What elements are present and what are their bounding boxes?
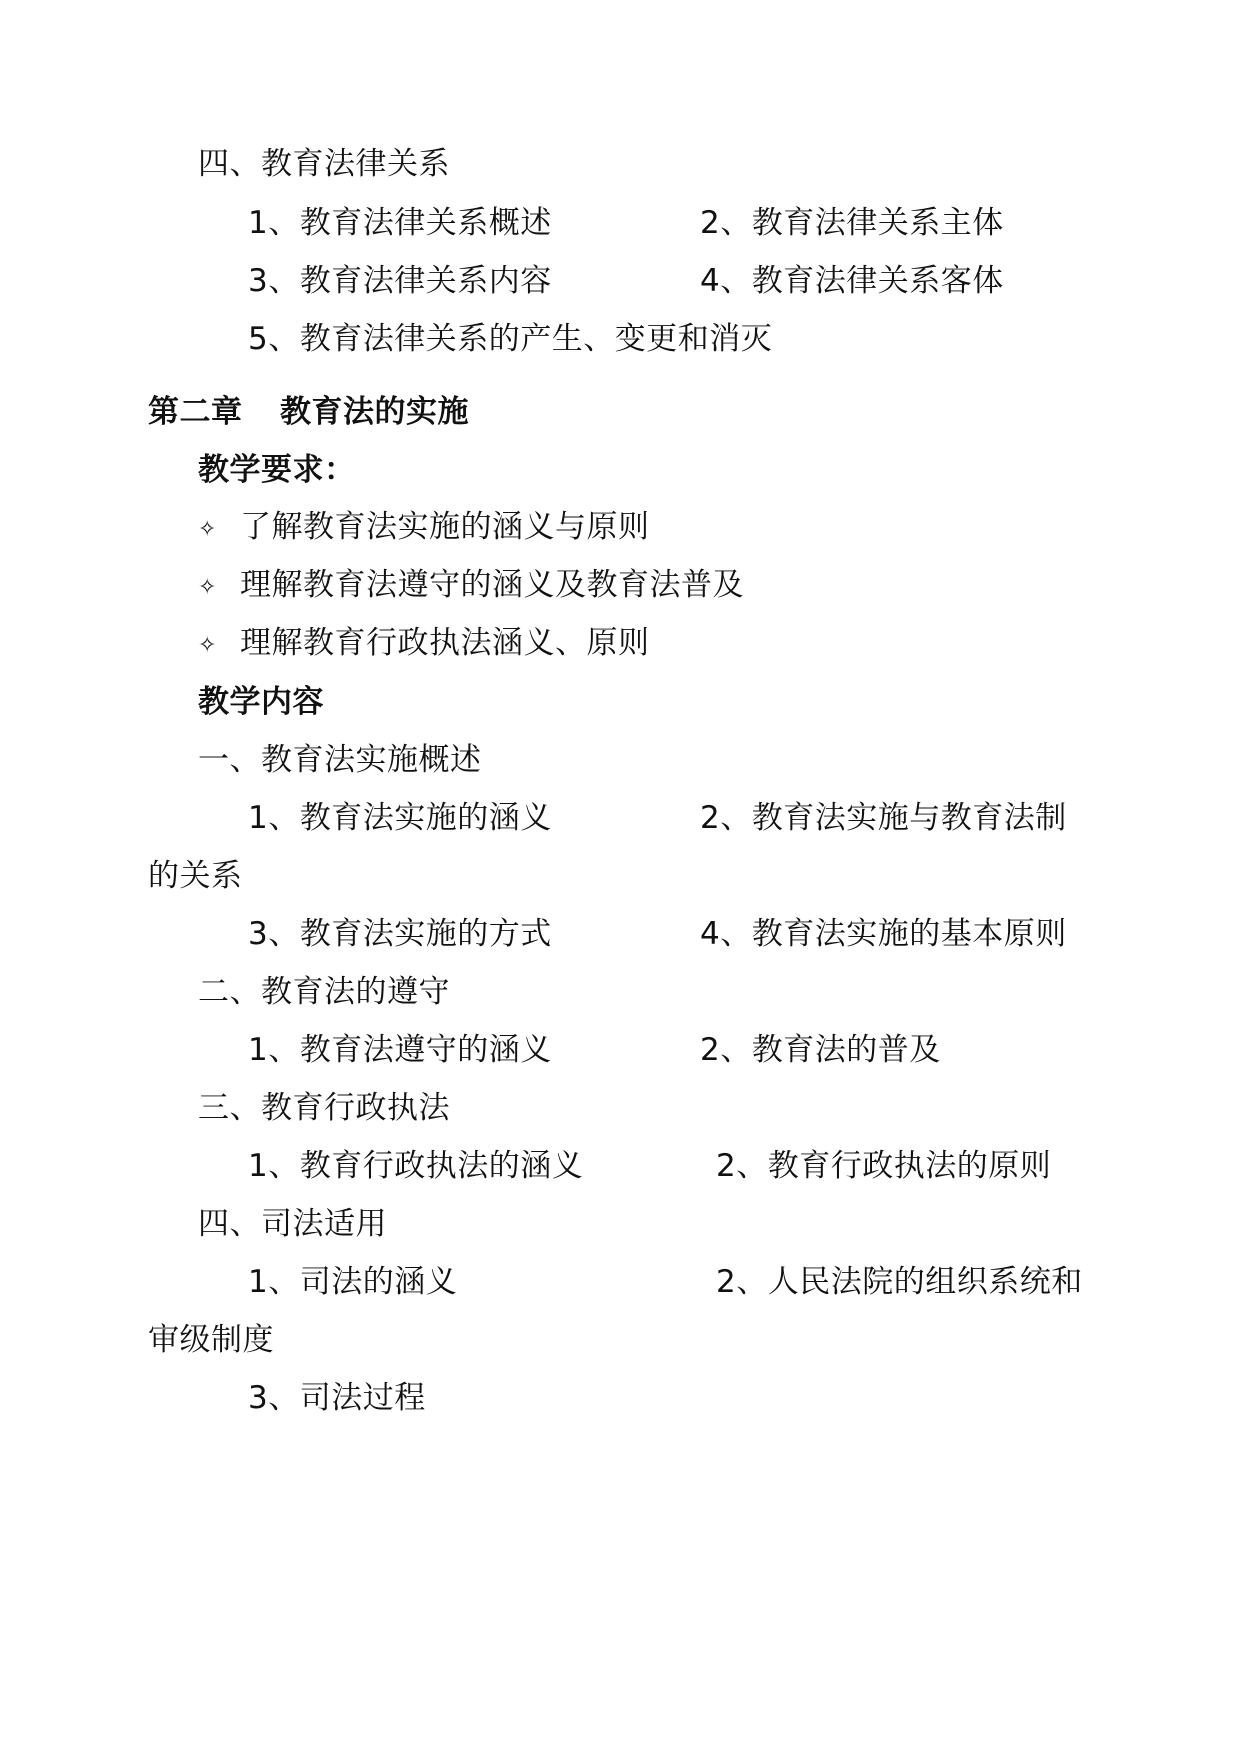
bullet-icon: ✧ [198,633,217,658]
list-item-continuation: 审级制度 [148,1322,274,1358]
requirement-item: 了解教育法实施的涵义与原则 [240,509,650,545]
list-item: 2、人民法院的组织系统和 [716,1264,1083,1300]
chapter-title-number: 第二章 [148,394,243,430]
part-heading: 二、教育法的遵守 [198,974,450,1010]
chapter-title-text: 教育法的实施 [280,394,469,430]
list-item: 4、教育法实施的基本原则 [700,916,1067,952]
list-item: 1、教育法实施的涵义 [248,800,552,836]
bullet-icon: ✧ [198,575,217,600]
list-item: 4、教育法律关系客体 [700,263,1004,299]
list-item: 1、司法的涵义 [248,1264,458,1300]
requirement-item: 理解教育行政执法涵义、原则 [240,625,650,661]
list-item: 3、司法过程 [248,1380,426,1416]
list-item: 5、教育法律关系的产生、变更和消灭 [248,321,773,357]
content-label: 教学内容 [198,684,324,720]
requirements-label: 教学要求： [198,452,356,488]
list-item-continuation: 的关系 [148,858,243,894]
list-item: 2、教育法的普及 [700,1032,941,1068]
part-heading: 四、司法适用 [198,1206,387,1242]
part-heading: 一、教育法实施概述 [198,742,482,778]
list-item: 2、教育法律关系主体 [700,205,1004,241]
list-item: 2、教育行政执法的原则 [716,1148,1052,1184]
requirement-item: 理解教育法遵守的涵义及教育法普及 [240,567,744,603]
list-item: 1、教育法遵守的涵义 [248,1032,552,1068]
bullet-icon: ✧ [198,517,217,542]
section-heading: 四、教育法律关系 [198,146,450,182]
part-heading: 三、教育行政执法 [198,1090,450,1126]
list-item: 2、教育法实施与教育法制 [700,800,1067,836]
list-item: 3、教育法实施的方式 [248,916,552,952]
list-item: 1、教育行政执法的涵义 [248,1148,584,1184]
list-item: 1、教育法律关系概述 [248,205,552,241]
list-item: 3、教育法律关系内容 [248,263,552,299]
